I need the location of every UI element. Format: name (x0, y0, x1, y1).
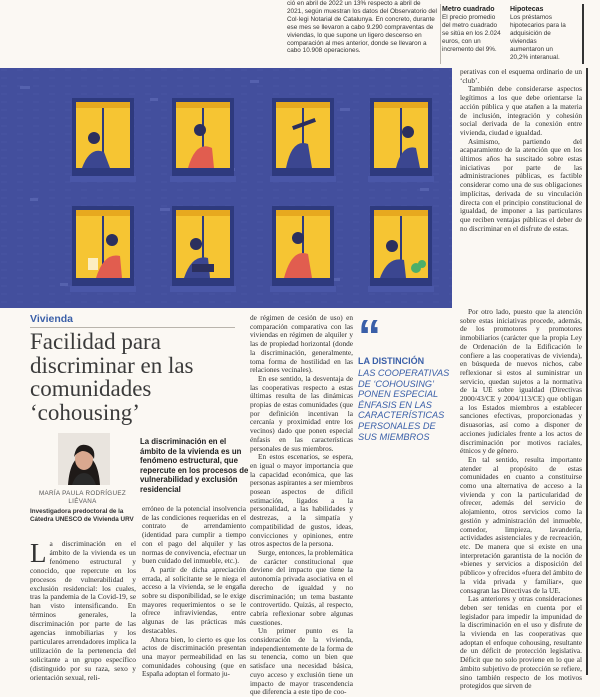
divider (440, 4, 441, 64)
stat-box-hipotecas (510, 6, 572, 62)
section-label: Vivienda (30, 313, 73, 325)
portrait-illustration (58, 433, 110, 485)
window (170, 206, 236, 292)
illustration-svg (0, 68, 452, 308)
paragraph: a discriminación en el ámbito de la vivienda es un fenómeno estructural y conocido, que repercute en los procesos de vulnerabilidad y exclusión residencial: los cuales, tras la pandemia de la Covid-19, se han visto intensificando. En términos generales, la discriminación por parte de las agencias inmobiliarias y los particulares arrendadores implica la utilización de la pertenencia del solicitante a un grupo específico (distinguido por su raza, sexo y orientación sexual, reli- (30, 539, 136, 682)
paragraph: En estos escenarios, se espera, en igual o mayor importancia que la capacidad económica, que las personas aspirantes a ser miembros posean aspectos de difícil estimación, ligados a la personalidad, a las habilidades y destrezas, a la simpatía y compatibilidad de gustos, ideas, convicciones y opiniones, entre otros aspectos de la persona. (250, 452, 353, 549)
author-photo (58, 433, 110, 485)
right-column-text-lower (460, 307, 582, 691)
paragraph: Por otro lado, puesto que la atención sobre estas iniciativas procede, además, de los promotores y promotores inmobiliarios (carácter que la propia Ley de Ordenación de la Edificación le confiere a las cooperativas de vivienda), en búsqueda de nuevos nichos, cabe reflexionar si estos al suministrar un servicio, quedan sujetos a la normativa de la UE sobre igualdad (Directivas 2000/43/CE y 2004/113/CE) que obligan a los Estados miembros a establecer sanciones efectivas, proporcionadas y disuasorias, así como a disponer de acciones judiciales frente a los actos de discriminación por motivos raciales, étnicos y de género. (460, 307, 582, 456)
middle-column-2-text (250, 313, 353, 697)
stat-title: Metro cuadrado (442, 6, 495, 13)
pull-quote-body: LAS COOPERATIVAS DE ‘COHOUSING’ PONEN ESPECIAL ÉNFASIS EN LAS CARACTERÍSTICAS PERSONALES DE SUS MIEMBROS (358, 368, 450, 442)
stat-title: Hipotecas (510, 6, 544, 13)
building-illustration (0, 68, 452, 308)
paragraph: En tal sentido, resulta importante atender al propósito de estas comunidades en cuanto a constituirse como una alternativa de acceso a la vivienda y con la particularidad de ofrecer, además del servicio de alojamiento, otros servicios como la gestión y administración del inmueble, comedor, limpieza, lavandería, actividades asistenciales y de recreación, etc. De manera que si existe en una interpretación garantista de la noción de «bienes y servicios a disposición del público» y ofrecidos «fuera del ámbito de la vida privada y familiar», que consagran las Directivas de la UE. (460, 454, 582, 595)
pull-quote-title: LA DISTINCIÓN (358, 356, 425, 366)
paragraph: Ahora bien, lo cierto es que los actos de discriminación presentan una mayor permeabilidad en las comunidades cohousing (que en España adoptan el formato ju- (142, 634, 246, 679)
paragraph: erróneo de la potencial insolvencia de las condiciones requeridas en el contrato de arrendamiento (identidad para cumplir a tiempo con el pago del alquiler y las normas de convivencia, efectuar un buen cuidado del inmueble, etc.). (142, 504, 246, 566)
middle-column-1-text (142, 504, 246, 679)
quote-icon: “ (358, 310, 381, 362)
column-edge-bar (586, 68, 588, 675)
paragraph: Un primer punto es la consideración de la vivienda, independientemente de la forma de su tenencia, como un bien que satisface una necesidad básica, cuyo acceso y exclusión tiene un impacto de mayor trascendencia que diferencia a este tipo de coo- (250, 626, 353, 697)
paragraph: perativas con el esquema ordinario de un ‘club’. (460, 67, 582, 85)
paragraph: Las anteriores y otras consideraciones deben ser tenidas en cuenta por el legislador para impedir la impunidad de la discriminación en el uso y disfrute de la vivienda en las cooperativas que adoptan el enfoque cohousing, resultante de un déficit de protección legislativa. Déficit que no solo proviene en lo que al ámbito subjetivo de protección se refiere, sino también respecto de los motivos protegidos que sirven de (460, 594, 582, 691)
stat-box-metro (442, 6, 504, 54)
right-column-text-upper (460, 68, 582, 306)
window (270, 206, 336, 292)
paragraph: Asimismo, partiendo del acaparamiento de la atención que en los últimos años ha suscitado sobre estas iniciativas por parte de las administraciones públicas, es factible considerar como una de sus obligaciones implícitas, derivada de su vinculación directa con el principio constitucional de igualdad, de imponer a las particulares que reciben ventajas públicas el deber de no discriminar en el disfrute de estas. (460, 136, 582, 233)
author-role: Investigadora predoctoral de la Cátedra UNESCO de Vivienda URV (30, 508, 134, 523)
top-article-tail: ció en abril de 2022 un 13% respecto a abril de 2021, según muestran los datos del Observatorio del Col·legi Notarial de Catalunya. En concreto, durante ese mes se llevaron a cabo 9.290 compraventas de viviendas, lo que supone un ligero descenso en comparación al mes anterior, donde se llevaron a cabo 10.908 operaciones. (287, 0, 437, 55)
paragraph: También debe considerarse aspectos legítimos a los que debe orientarse la acción pública y que atañen a la materia de inclusión, integración y cohesión social derivada de la conexión entre vivienda, ciudad e igualdad. (460, 84, 582, 137)
window (170, 98, 236, 182)
paragraph: de régimen de cesión de uso) en comparación comparativa con las viviendas en régimen de alquiler y las de propiedad horizontal (donde la discriminación, generalmente, toma forma de hostilidad en las relaciones vecinales). (250, 313, 353, 375)
headline: Facilidad para discriminar en las comunidades ‘cohousing’ (30, 329, 194, 425)
divider (30, 327, 235, 328)
paragraph: En ese sentido, la desventaja de las cooperativas respecto a estas últimas resulta de las dinámicas propias de estas comunidades (que por definición incentivan la cercanía y proximidad entre los vecinos) dado que ponen especial énfasis en las características personales de sus miembros. (250, 373, 353, 453)
paragraph: A partir de dicha apreciación errada, al solicitante se le niega el acceso a la vivienda, se le engaña sobre su disponibilidad, se le exige mayores requerimientos o se le ofrece infraviviendas, entre algunas de las prácticas más destacables. (142, 564, 246, 635)
stat-text: Los préstamos hipotecarios para la adquisición de viviendas aumentaron un 20,2% interanual. (510, 14, 566, 61)
window (368, 98, 434, 182)
column-edge-bar (582, 4, 584, 64)
window (70, 206, 136, 292)
author-name: MARÍA PAULA RODRÍGUEZ LIÉVANA (38, 490, 126, 505)
pull-quote (358, 310, 456, 442)
window (70, 98, 136, 182)
dropcap: L (30, 538, 47, 568)
window (270, 98, 336, 182)
subheadline: La discriminación en el ámbito de la vivienda es un fenómeno estructural, que repercute en los procesos de vulnerabilidad y exclusión residencial (140, 437, 249, 494)
left-column-text (30, 538, 136, 682)
stat-text: El precio promedio del metro cuadrado se sitúa en los 2.024 euros, con un incremento del 9%. (442, 14, 501, 53)
paragraph: Surge, entonces, la problemática de carácter constitucional que deviene del impacto que tiene la autonomía privada asociativa en el derecho de igualdad y no discriminación; un tema bastante controvertido. Quizás, al respecto, cabría reflexionar sobre algunas cuestiones. (250, 547, 353, 627)
window (368, 206, 434, 292)
